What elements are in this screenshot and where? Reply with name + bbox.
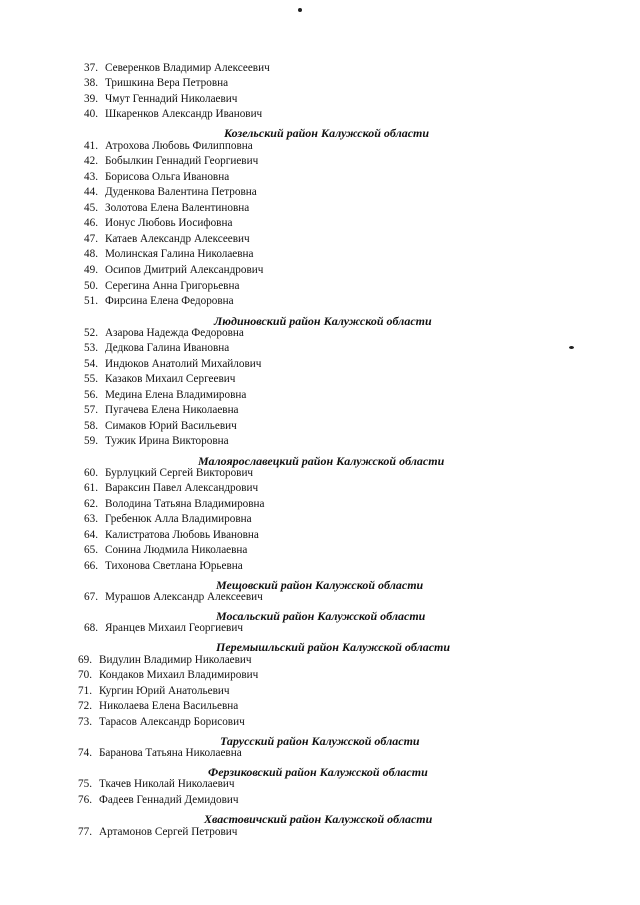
entry-number: 49. — [84, 264, 98, 276]
entry-number: 65. — [84, 544, 98, 556]
entry-number: 42. — [84, 155, 98, 167]
entry-number: 62. — [84, 498, 98, 510]
entry-name: Ткачев Николай Николаевич — [99, 778, 235, 790]
list-item — [78, 466, 253, 480]
entry-name: Азарова Надежда Федоровна — [105, 327, 244, 339]
scan-speck — [298, 8, 302, 12]
entry-number: 60. — [84, 467, 98, 479]
section-heading: Малоярославецкий район Калужской области — [198, 454, 445, 468]
entry-name: Володина Татьяна Владимировна — [105, 498, 265, 510]
entry-name: Калистратова Любовь Ивановна — [105, 529, 259, 541]
entry-name: Видулин Владимир Николаевич — [99, 654, 252, 666]
section-heading: Мосальский район Калужской области — [216, 609, 426, 623]
section-heading: Тарусский район Калужской области — [220, 734, 420, 748]
entry-number: 58. — [84, 420, 98, 432]
entry-name: Осипов Дмитрий Александрович — [105, 264, 264, 276]
list-item — [78, 481, 258, 495]
entry-name: Ионус Любовь Иосифовна — [105, 217, 233, 229]
entry-number: 40. — [84, 108, 98, 120]
section-heading: Хвастовичский район Калужской области — [204, 812, 433, 826]
section-heading: Козельский район Калужской области — [224, 126, 430, 140]
list-item — [78, 388, 246, 402]
entry-number: 51. — [84, 295, 98, 307]
entry-name: Фадеев Геннадий Демидович — [99, 794, 239, 806]
section-heading: Ферзиковский район Калужской области — [208, 765, 428, 779]
list-item — [78, 559, 243, 573]
list-item — [72, 653, 252, 667]
entry-number: 41. — [84, 140, 98, 152]
entry-name: Молинская Галина Николаевна — [105, 248, 254, 260]
entry-number: 45. — [84, 202, 98, 214]
entry-number: 52. — [84, 327, 98, 339]
entry-number: 71. — [78, 685, 92, 697]
entry-name: Борисова Ольга Ивановна — [105, 171, 230, 183]
entry-number: 57. — [84, 404, 98, 416]
entry-number: 66. — [84, 560, 98, 572]
entry-name: Северенков Владимир Алексеевич — [105, 62, 270, 74]
entry-number: 55. — [84, 373, 98, 385]
entry-name: Дуденкова Валентина Петровна — [105, 186, 257, 198]
list-item — [72, 684, 230, 698]
entry-number: 39. — [84, 93, 98, 105]
entry-name: Артамонов Сергей Петрович — [99, 826, 238, 838]
entry-number: 68. — [84, 622, 98, 634]
list-item — [78, 170, 229, 184]
entry-name: Золотова Елена Валентиновна — [105, 202, 250, 214]
entry-name: Баранова Татьяна Николаевна — [99, 747, 242, 759]
entry-number: 44. — [84, 186, 98, 198]
list-item — [78, 154, 258, 168]
list-item — [72, 793, 238, 807]
entry-number: 43. — [84, 171, 98, 183]
scan-speck — [569, 346, 574, 349]
list-item — [78, 76, 228, 90]
list-item — [78, 185, 257, 199]
entry-number: 67. — [84, 591, 98, 603]
entry-number: 74. — [78, 747, 92, 759]
list-item — [78, 92, 237, 106]
entry-name: Чмут Геннадий Николаевич — [105, 93, 238, 105]
list-item — [78, 201, 249, 215]
entry-name: Тужик Ирина Викторовна — [105, 435, 229, 447]
entry-number: 72. — [78, 700, 92, 712]
entry-number: 59. — [84, 435, 98, 447]
list-item — [78, 61, 270, 75]
entry-name: Фирсина Елена Федоровна — [105, 295, 234, 307]
entry-name: Вараксин Павел Александрович — [105, 482, 259, 494]
entry-number: 64. — [84, 529, 98, 541]
entry-name: Катаев Александр Алексеевич — [105, 233, 250, 245]
list-item — [72, 825, 237, 839]
section-heading: Мещовский район Калужской области — [216, 578, 424, 592]
list-item — [78, 279, 239, 293]
entry-number: 77. — [78, 826, 92, 838]
entry-name: Казаков Михаил Сергеевич — [105, 373, 236, 385]
entry-number: 76. — [78, 794, 92, 806]
entry-number: 54. — [84, 358, 98, 370]
list-item — [72, 746, 242, 760]
entry-number: 73. — [78, 716, 92, 728]
list-item — [78, 216, 232, 230]
list-item — [78, 434, 229, 448]
list-item — [78, 341, 229, 355]
list-item — [78, 263, 263, 277]
entry-name: Атрохова Любовь Филипповна — [105, 140, 253, 152]
entry-name: Серегина Анна Григорьевна — [105, 280, 240, 292]
entry-number: 61. — [84, 482, 98, 494]
entry-name: Кургин Юрий Анатольевич — [99, 685, 230, 697]
list-item — [78, 543, 247, 557]
entry-number: 50. — [84, 280, 98, 292]
entry-name: Николаева Елена Васильевна — [99, 700, 239, 712]
list-item — [78, 326, 244, 340]
list-item — [78, 497, 265, 511]
list-item — [78, 512, 252, 526]
entry-name: Бобылкин Геннадий Георгиевич — [105, 155, 259, 167]
list-item — [78, 139, 253, 153]
entry-name: Шкаренков Александр Иванович — [105, 108, 263, 120]
entry-name: Бурлуцкий Сергей Викторович — [105, 467, 254, 479]
section-heading: Перемышльский район Калужской области — [216, 640, 451, 654]
entry-name: Пугачева Елена Николаевна — [105, 404, 239, 416]
entry-name: Тихонова Светлана Юрьевна — [105, 560, 243, 572]
list-item — [78, 107, 262, 121]
entry-name: Сонина Людмила Николаевна — [105, 544, 248, 556]
section-heading: Людиновский район Калужской области — [214, 314, 432, 328]
entry-name: Индюков Анатолий Михайлович — [105, 358, 262, 370]
entry-number: 37. — [84, 62, 98, 74]
entry-name: Симаков Юрий Васильевич — [105, 420, 237, 432]
entry-number: 38. — [84, 77, 98, 89]
entry-name: Кондаков Михаил Владимирович — [99, 669, 259, 681]
entry-number: 56. — [84, 389, 98, 401]
entry-name: Яранцев Михаил Георгиевич — [105, 622, 243, 634]
entry-name: Медина Елена Владимировна — [105, 389, 247, 401]
entry-number: 48. — [84, 248, 98, 260]
list-item — [72, 699, 238, 713]
entry-number: 75. — [78, 778, 92, 790]
entry-name: Тришкина Вера Петровна — [105, 77, 229, 89]
entry-number: 53. — [84, 342, 98, 354]
entry-number: 70. — [78, 669, 92, 681]
list-item — [72, 715, 245, 729]
list-item — [72, 668, 258, 682]
list-item — [72, 777, 235, 791]
entry-number: 47. — [84, 233, 98, 245]
list-item — [78, 403, 239, 417]
entry-name: Дедкова Галина Ивановна — [105, 342, 230, 354]
entry-name: Мурашов Александр Алексеевич — [105, 591, 263, 603]
list-item — [78, 419, 237, 433]
list-item — [78, 372, 235, 386]
list-item — [78, 294, 234, 308]
entry-name: Гребенюк Алла Владимировна — [105, 513, 252, 525]
entry-name: Тарасов Александр Борисович — [99, 716, 245, 728]
entry-number: 69. — [78, 654, 92, 666]
entry-number: 46. — [84, 217, 98, 229]
list-item — [78, 232, 250, 246]
list-item — [78, 621, 243, 635]
list-item — [78, 357, 261, 371]
list-item — [78, 590, 263, 604]
entry-number: 63. — [84, 513, 98, 525]
list-item — [78, 247, 254, 261]
list-item — [78, 528, 259, 542]
